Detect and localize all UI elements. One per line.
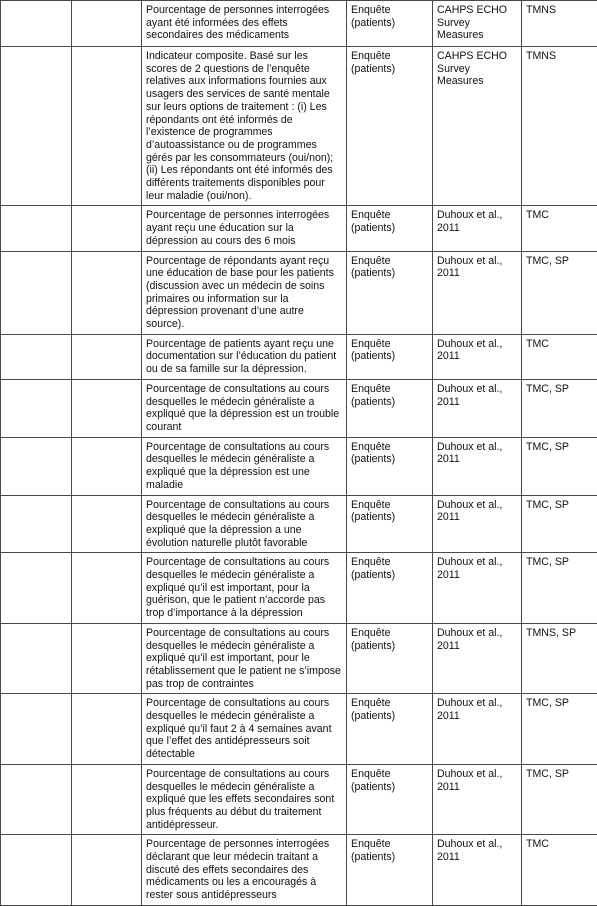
reference-cell: Duhoux et al., 2011 <box>433 437 522 495</box>
blank-cell <box>72 379 142 437</box>
blank-cell <box>72 553 142 624</box>
reference-cell: Duhoux et al., 2011 <box>433 495 522 553</box>
type-cell: TMNS <box>522 1 597 47</box>
blank-cell <box>1 47 72 206</box>
blank-cell <box>1 694 72 765</box>
blank-cell <box>1 251 72 334</box>
source-cell: Enquête (patients) <box>347 495 433 553</box>
indicator-cell: Pourcentage de consultations au cours desquelles le médecin généraliste a expliqué que les effets secondaires sont plus fréquents au début du traitement antidépresseur. <box>142 764 347 835</box>
source-cell: Enquête (patients) <box>347 334 433 379</box>
type-cell: TMC <box>522 334 597 379</box>
blank-cell <box>1 206 72 251</box>
blank-cell <box>1 437 72 495</box>
reference-cell: Duhoux et al., 2011 <box>433 694 522 765</box>
blank-cell <box>72 47 142 206</box>
reference-cell: Duhoux et al., 2011 <box>433 379 522 437</box>
table-row <box>1 437 597 495</box>
indicator-cell: Pourcentage de répondants ayant reçu une éducation de base pour les patients (discussion avec un médecin de soins primaires ou information sur la dépression provenant d’une autre source). <box>142 251 347 334</box>
blank-cell <box>72 495 142 553</box>
source-cell: Enquête (patients) <box>347 835 433 906</box>
indicator-cell: Pourcentage de consultations au cours desquelles le médecin généraliste a expliqué que la dépression est un trouble courant <box>142 379 347 437</box>
blank-cell <box>1 1 72 47</box>
blank-cell <box>72 694 142 765</box>
table-row <box>1 694 597 765</box>
indicator-cell: Pourcentage de consultations au cours desquelles le médecin généraliste a expliqué que la dépression est une maladie <box>142 437 347 495</box>
indicator-cell: Pourcentage de consultations au cours desquelles le médecin généraliste a expliqué qu’il est important, pour la guérison, que le patient n’accorde pas trop d’importance à la dépression <box>142 553 347 624</box>
type-cell: TMC, SP <box>522 437 597 495</box>
indicator-cell: Indicateur composite. Basé sur les scores de 2 questions de l’enquête relatives aux informations fournies aux usagers des services de santé mentale sur leurs options de traitement : (i) Les répondants ont été informés de l’existence de programmes d’autoassistance ou de programmes gérés par les consommateurs (oui/non); (ii) Les répondants ont été informés des différents traitements disponibles pour leur maladie (oui/non). <box>142 47 347 206</box>
blank-cell <box>1 334 72 379</box>
table-row <box>1 1 597 47</box>
type-cell: TMC <box>522 206 597 251</box>
indicator-cell: Pourcentage de personnes interrogées ayant reçu une éducation sur la dépression au cours des 6 mois <box>142 206 347 251</box>
reference-cell: CAHPS ECHO Survey Measures <box>433 47 522 206</box>
type-cell: TMC, SP <box>522 379 597 437</box>
reference-cell: Duhoux et al., 2011 <box>433 251 522 334</box>
blank-cell <box>72 206 142 251</box>
type-cell: TMC, SP <box>522 251 597 334</box>
reference-cell: Duhoux et al., 2011 <box>433 334 522 379</box>
source-cell: Enquête (patients) <box>347 694 433 765</box>
blank-cell <box>72 437 142 495</box>
source-cell: Enquête (patients) <box>347 764 433 835</box>
indicator-cell: Pourcentage de consultations au cours desquelles le médecin généraliste a expliqué que la dépression a une évolution naturelle plutôt favorable <box>142 495 347 553</box>
type-cell: TMNS, SP <box>522 623 597 694</box>
blank-cell <box>1 379 72 437</box>
indicator-table-body <box>1 1 597 906</box>
table-row <box>1 251 597 334</box>
table-row <box>1 379 597 437</box>
reference-cell: Duhoux et al., 2011 <box>433 623 522 694</box>
type-cell: TMC <box>522 835 597 906</box>
table-row <box>1 764 597 835</box>
indicator-cell: Pourcentage de patients ayant reçu une documentation sur l’éducation du patient ou de sa famille sur la dépression. <box>142 334 347 379</box>
source-cell: Enquête (patients) <box>347 1 433 47</box>
table-row <box>1 47 597 206</box>
blank-cell <box>1 623 72 694</box>
reference-cell: Duhoux et al., 2011 <box>433 835 522 906</box>
table-row <box>1 623 597 694</box>
blank-cell <box>1 764 72 835</box>
blank-cell <box>72 251 142 334</box>
source-cell: Enquête (patients) <box>347 47 433 206</box>
type-cell: TMC, SP <box>522 764 597 835</box>
blank-cell <box>72 835 142 906</box>
blank-cell <box>72 623 142 694</box>
blank-cell <box>72 1 142 47</box>
source-cell: Enquête (patients) <box>347 623 433 694</box>
type-cell: TMC, SP <box>522 553 597 624</box>
blank-cell <box>1 835 72 906</box>
blank-cell <box>1 553 72 624</box>
source-cell: Enquête (patients) <box>347 251 433 334</box>
indicator-cell: Pourcentage de consultations au cours desquelles le médecin généraliste a expliqué qu’il faut 2 à 4 semaines avant que l’effet des antidépresseurs soit détectable <box>142 694 347 765</box>
indicator-cell: Pourcentage de consultations au cours desquelles le médecin généraliste a expliqué qu’il est important, pour le rétablissement que le patient ne s’impose pas trop de contraintes <box>142 623 347 694</box>
table-row <box>1 553 597 624</box>
blank-cell <box>72 764 142 835</box>
source-cell: Enquête (patients) <box>347 553 433 624</box>
table-row <box>1 334 597 379</box>
source-cell: Enquête (patients) <box>347 206 433 251</box>
source-cell: Enquête (patients) <box>347 379 433 437</box>
blank-cell <box>72 334 142 379</box>
reference-cell: CAHPS ECHO Survey Measures <box>433 1 522 47</box>
indicator-cell: Pourcentage de personnes interrogées ayant été informées des effets secondaires des médicaments <box>142 1 347 47</box>
blank-cell <box>1 495 72 553</box>
indicator-cell: Pourcentage de personnes interrogées déclarant que leur médecin traitant a discuté des effets secondaires des médicaments ou les a encouragés à rester sous antidépresseurs <box>142 835 347 906</box>
table-row <box>1 495 597 553</box>
reference-cell: Duhoux et al., 2011 <box>433 553 522 624</box>
reference-cell: Duhoux et al., 2011 <box>433 206 522 251</box>
table-row <box>1 835 597 906</box>
type-cell: TMC, SP <box>522 495 597 553</box>
source-cell: Enquête (patients) <box>347 437 433 495</box>
type-cell: TMNS <box>522 47 597 206</box>
type-cell: TMC, SP <box>522 694 597 765</box>
reference-cell: Duhoux et al., 2011 <box>433 764 522 835</box>
table-row <box>1 206 597 251</box>
